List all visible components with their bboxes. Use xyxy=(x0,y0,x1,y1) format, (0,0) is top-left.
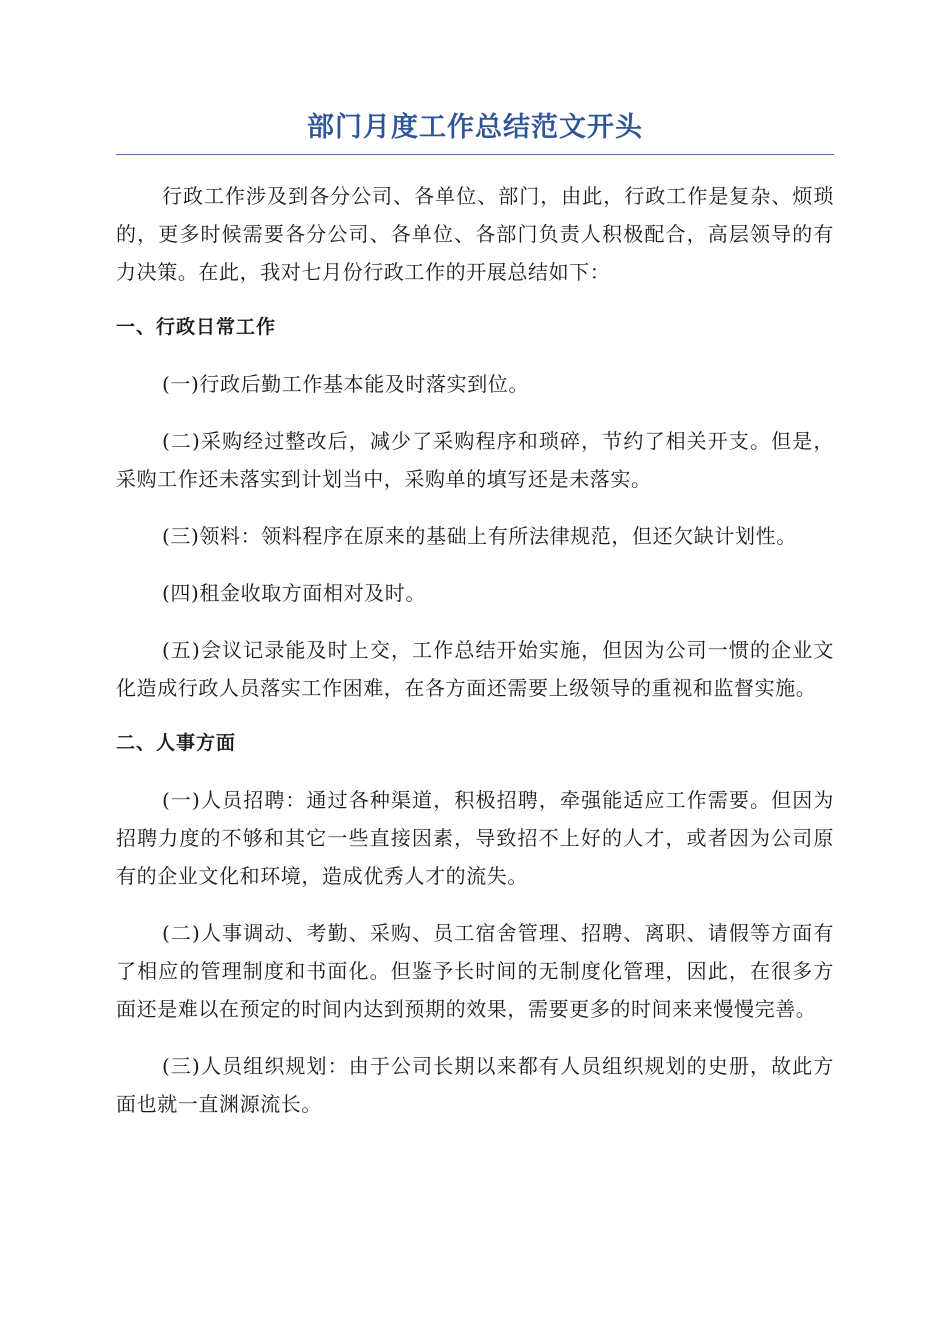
personnel-item-1: (一)人员招聘：通过各种渠道，积极招聘，牵强能适应工作需要。但因为招聘力度的不够和其它一些直接因素，导致招不上好的人才，或者因为公司原有的企业文化和环境，造成优秀人才的流失。 xyxy=(116,788,834,888)
document-page xyxy=(116,108,834,1123)
personnel-item-3: (三)人员组织规划：由于公司长期以来都有人员组织规划的史册，故此方面也就一直渊源流长。 xyxy=(116,1054,834,1116)
personnel-item-2: (二)人事调动、考勤、采购、员工宿舍管理、招聘、离职、请假等方面有了相应的管理制度和书面化。但鉴予长时间的无制度化管理，因此，在很多方面还是难以在预定的时间内达到预期的效果，需要更多的时间来来慢慢完善。 xyxy=(116,921,834,1021)
document-title: 部门月度工作总结范文开头 xyxy=(116,108,834,155)
admin-item-5: (五)会议记录能及时上交，工作总结开始实施，但因为公司一惯的企业文化造成行政人员落实工作困难，在各方面还需要上级领导的重视和监督实施。 xyxy=(116,638,834,700)
section-heading-admin: 一、行政日常工作 xyxy=(116,316,277,338)
admin-item-1: (一)行政后勤工作基本能及时落实到位。 xyxy=(162,372,530,396)
admin-item-3: (三)领料：领料程序在原来的基础上有所法律规范，但还欠缺计划性。 xyxy=(162,524,797,548)
admin-item-2: (二)采购经过整改后，减少了采购程序和琐碎，节约了相关开支。但是，采购工作还未落实到计划当中，采购单的填写还是未落实。 xyxy=(116,429,834,491)
intro-paragraph: 行政工作涉及到各分公司、各单位、部门，由此，行政工作是复杂、烦琐的，更多时候需要各分公司、各单位、各部门负责人积极配合，高层领导的有力决策。在此，我对七月份行政工作的开展总结如下： xyxy=(116,184,834,284)
section-heading-personnel: 二、人事方面 xyxy=(116,732,237,754)
admin-item-4: (四)租金收取方面相对及时。 xyxy=(162,581,427,605)
